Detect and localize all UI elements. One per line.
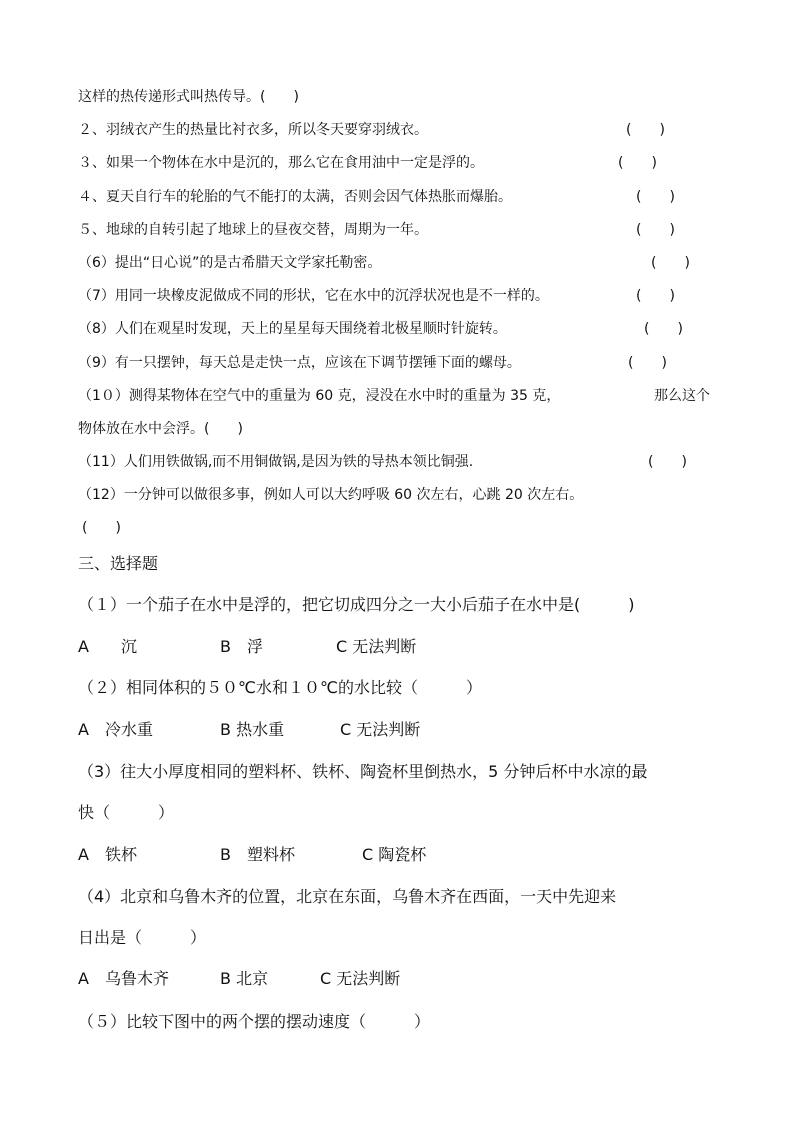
tf-question-3: ３、如果一个物体在水中是沉的，那么它在食用油中一定是浮的。: [78, 155, 484, 171]
tf-question-10-continuation: 物体放在水中会浮。( ): [78, 421, 243, 437]
tf-question-2: ２、羽绒衣产生的热量比衬衣多，所以冬天要穿羽绒衣。: [78, 122, 428, 138]
mc-q3-option-c[interactable]: C 陶瓷杯: [362, 845, 427, 864]
mc-q1-option-a[interactable]: A 沉: [78, 637, 137, 656]
mc-question-3: （3）往大小厚度相同的塑料杯、铁杯、陶瓷杯里倒热水，5 分钟后杯中水凉的最: [78, 762, 648, 781]
tf-answer-blank-8[interactable]: ( ): [644, 321, 683, 337]
mc-question-4: （4）北京和乌鲁木齐的位置，北京在东面，乌鲁木齐在西面，一天中先迎来: [78, 887, 617, 906]
tf-question-12: （12）一分钟可以做很多事，例如人可以大约呼吸 60 次左右，心跳 20 次左右。: [78, 487, 584, 503]
tf-question-5: ５、地球的自转引起了地球上的昼夜交替，周期为一年。: [78, 222, 428, 238]
mc-q3-option-b[interactable]: B 塑料杯: [220, 845, 295, 864]
mc-q2-option-c[interactable]: C 无法判断: [340, 720, 421, 739]
mc-q1-option-b[interactable]: B 浮: [220, 637, 263, 656]
tf-answer-blank-7[interactable]: ( ): [636, 288, 675, 304]
mc-q2-option-b[interactable]: B 热水重: [220, 720, 285, 739]
mc-question-1: （１）一个茄子在水中是浮的，把它切成四分之一大小后茄子在水中是( ): [78, 595, 635, 614]
tf-question-7: （7）用同一块橡皮泥做成不同的形状，它在水中的沉浮状况也是不一样的。: [78, 288, 549, 304]
mc-question-2: （２）相同体积的５０℃水和１０℃的水比较（ ）: [78, 678, 482, 697]
mc-question-4-continuation: 日出是（ ）: [78, 928, 207, 947]
tf-question-4: ４、夏天自行车的轮胎的气不能打的太满，否则会因气体热胀而爆胎。: [78, 189, 512, 205]
tf-answer-blank-12[interactable]: ( ): [82, 520, 121, 536]
mc-question-5: （５）比较下图中的两个摆的摆动速度（ ）: [78, 1012, 431, 1031]
tf-question-8: （8）人们在观星时发现，天上的星星每天围绕着北极星顺时针旋转。: [78, 321, 507, 337]
mc-q3-option-a[interactable]: A 铁杯: [78, 845, 137, 864]
tf-question-11: （11）人们用铁做锅,而不用铜做锅,是因为铁的导热本领比铜强.: [78, 454, 474, 470]
tf-question-10-tail: 那么这个: [654, 388, 710, 404]
tf-answer-blank-3[interactable]: ( ): [618, 155, 657, 171]
mc-q2-option-a[interactable]: A 冷水重: [78, 720, 153, 739]
section-3-title: 三、选择题: [78, 554, 159, 573]
tf-answer-blank-9[interactable]: ( ): [628, 355, 667, 371]
tf-answer-blank-5[interactable]: ( ): [636, 222, 675, 238]
tf-question-6: （6）提出“日心说”的是古希腊天文学家托勒密。: [78, 255, 382, 271]
tf-answer-blank-6[interactable]: ( ): [651, 255, 690, 271]
mc-question-3-continuation: 快（ ）: [78, 803, 175, 822]
mc-q4-option-a[interactable]: A 乌鲁木齐: [78, 969, 169, 988]
mc-q4-option-c[interactable]: C 无法判断: [320, 969, 401, 988]
mc-q1-option-c[interactable]: C 无法判断: [336, 637, 417, 656]
mc-q4-option-b[interactable]: B 北京: [220, 969, 269, 988]
tf-line-1-continuation: 这样的热传递形式叫热传导。( ): [78, 89, 299, 105]
tf-answer-blank-4[interactable]: ( ): [636, 189, 675, 205]
tf-answer-blank-11[interactable]: ( ): [648, 454, 687, 470]
tf-question-10: （1０）测得某物体在空气中的重量为 60 克，浸没在水中时的重量为 35 克，: [78, 388, 561, 404]
tf-question-9: （9）有一只摆钟，每天总是走快一点，应该在下调节摆锤下面的螺母。: [78, 355, 521, 371]
tf-answer-blank-2[interactable]: ( ): [626, 122, 665, 138]
